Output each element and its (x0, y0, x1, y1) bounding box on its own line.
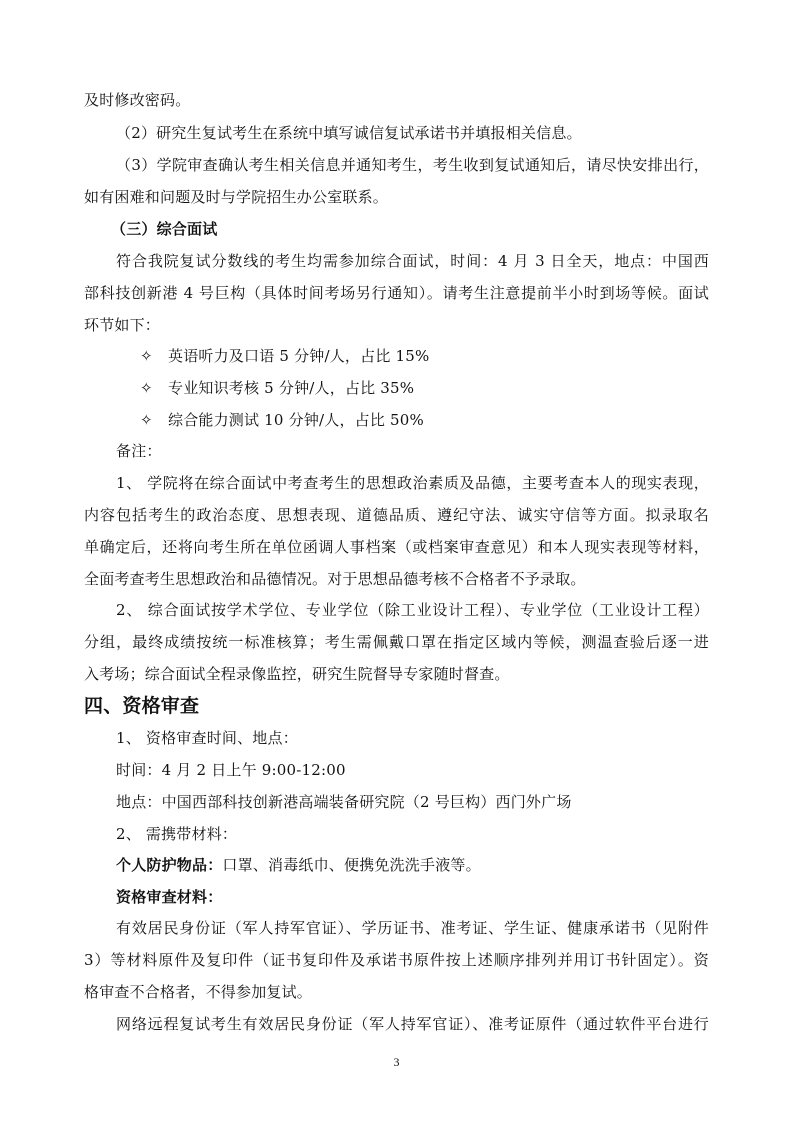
list-item-text: 英语听力及口语 5 分钟/人，占比 15% (168, 347, 430, 365)
list-item (140, 346, 709, 366)
text-line: 2、 需携带材料： (116, 825, 238, 843)
text-line: （3）学院审查确认考生相关信息并通知考生，考生收到复试通知后，请尽快安排出行， (116, 156, 709, 174)
text-line: （2）研究生复试考生在系统中填写诚信复试承诺书并填报相关信息。 (116, 124, 582, 142)
text-line: 全面考查考生思想政治和品德情况。对于思想品德考核不合格者不予录取。 (84, 570, 586, 588)
list-item-text: 综合能力测试 10 分钟/人，占比 50% (168, 411, 424, 429)
list-item (140, 410, 709, 430)
protect-text: 口罩、消毒纸巾、便携免洗洗手液等。 (222, 856, 481, 874)
note-label: 备注： (116, 442, 162, 460)
text-line: 分组，最终成绩按统一标准核算；考生需佩戴口罩在指定区域内等候，测温查验后逐一进 (84, 633, 709, 651)
text-line: 2、 综合面试按学术学位、专业学位（除工业设计工程）、专业学位（工业设计工程） (116, 601, 709, 619)
list-item (140, 378, 709, 398)
review-label: 资格审查材料： (116, 888, 223, 906)
text-line: 部科技创新港 4 号巨构（具体时间考场另行通知）。请考生注意提前半小时到场等候。面试 (84, 284, 709, 302)
text-line: 内容包括考生的政治态度、思想表现、道德品质、遵纪守法、诚实守信等方面。拟录取名 (84, 506, 709, 524)
text-line: 1、 学院将在综合面试中考查考生的思想政治素质及品德，主要考查本人的现实表现， (116, 474, 709, 492)
text-line: 格审查不合格者，不得参加复试。 (84, 983, 313, 1001)
text-line: 网络远程复试考生有效居民身份证（军人持军官证）、准考证原件（通过软件平台进行 (116, 1015, 709, 1033)
section-heading: （三）综合面试 (111, 220, 218, 238)
text-line: 如有困难和问题及时与学院招生办公室联系。 (84, 188, 389, 206)
bullet-icon: ✧ (140, 411, 153, 429)
bullet-icon: ✧ (140, 347, 153, 365)
text-line: 入考场；综合面试全程录像监控，研究生院督导专家随时督查。 (84, 665, 510, 683)
text-line (116, 855, 709, 875)
text-line: 符合我院复试分数线的考生均需参加综合面试，时间：4 月 3 日全天，地点：中国西 (116, 252, 709, 270)
page-number: 3 (393, 1055, 400, 1069)
text-line: 时间：4 月 2 日上午 9:00-12:00 (116, 761, 346, 779)
section-heading: 四、资格审查 (84, 695, 200, 717)
text-line: 单确定后，还将向考生所在单位函调人事档案（或档案审查意见）和本人现实表现等材料， (84, 538, 709, 556)
protect-label: 个人防护物品： (116, 856, 223, 874)
list-item-text: 专业知识考核 5 分钟/人，占比 35% (168, 379, 415, 397)
text-line: 及时修改密码。 (84, 91, 191, 109)
text-line: 1、 资格审查时间、地点： (116, 729, 298, 747)
text-line: 地点：中国西部科技创新港高端装备研究院（2 号巨构）西门外广场 (116, 793, 572, 811)
bullet-icon: ✧ (140, 379, 153, 397)
text-line: 环节如下： (84, 316, 161, 334)
text-line: 有效居民身份证（军人持军官证）、学历证书、准考证、学生证、健康承诺书（见附件 (116, 919, 709, 937)
text-line: 3）等材料原件及复印件（证书复印件及承诺书原件按上述顺序排列并用订书针固定）。资 (84, 951, 709, 969)
